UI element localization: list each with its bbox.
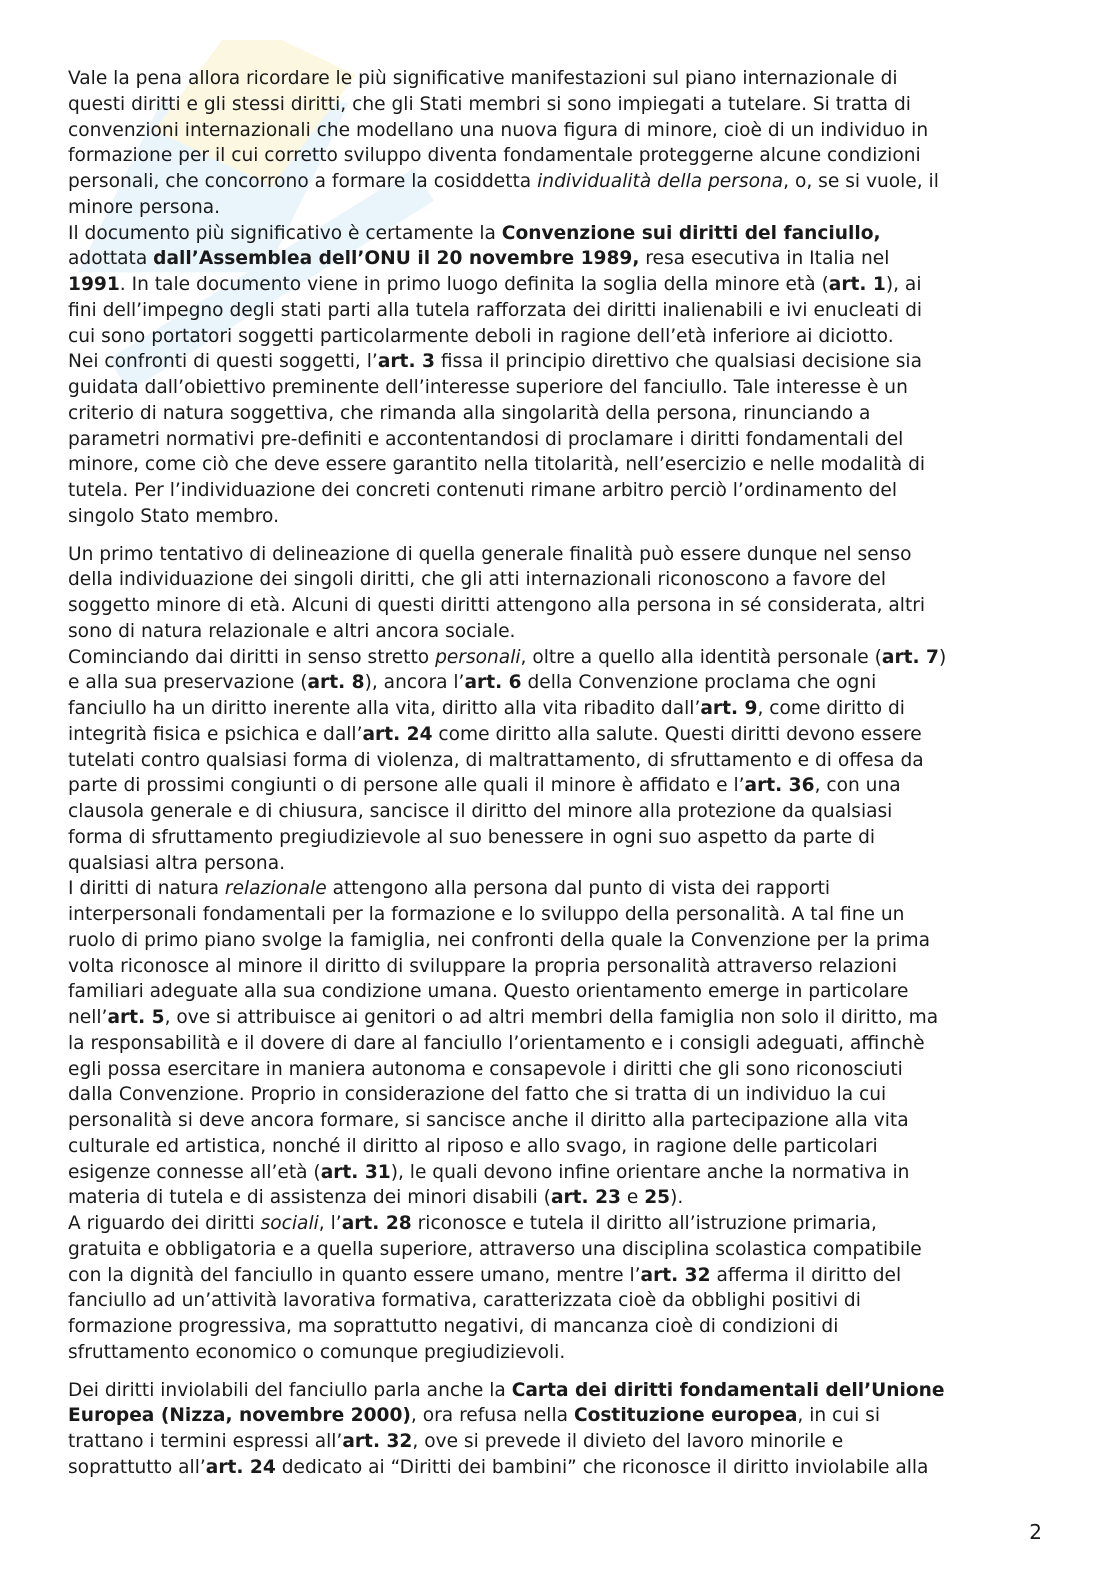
text-line: [68, 567, 1052, 593]
text-line: [68, 221, 1052, 247]
text-run: clausola generale e di chiusura, sancisce il diritto del minore alla protezione da qualsiasi: [68, 801, 893, 822]
bold-text: art. 24: [362, 723, 433, 745]
text-line: [68, 1263, 1052, 1289]
text-line: [68, 1340, 1052, 1366]
text-run: ), ancora l’: [364, 672, 465, 694]
text-run: ), ai: [885, 274, 922, 295]
text-line: [68, 670, 1052, 696]
text-line: [68, 478, 1052, 504]
text-line: [68, 979, 1052, 1005]
text-run: Il documento più significativo è certamente la: [68, 222, 502, 244]
bold-text: art. 5: [107, 1007, 165, 1028]
text-line: [68, 1082, 1052, 1108]
text-line: [68, 1429, 1052, 1455]
text-run: nell’: [68, 1007, 108, 1028]
text-run: esigenze connesse all’età (: [68, 1161, 321, 1183]
text-run: e: [620, 1187, 645, 1209]
text-run: afferma il diritto del: [710, 1264, 902, 1286]
text-run: guidata dall’obiettivo preminente dell’interesse superiore del fanciullo. Tale interesse è un: [68, 377, 908, 398]
text-line: [68, 118, 1052, 144]
text-run: come diritto alla salute. Questi diritti devono essere: [432, 723, 922, 745]
text-run: familiari adeguate alla sua condizione umana. Questo orientamento emerge in particolare: [68, 981, 909, 1003]
text-run: adottata: [68, 248, 154, 270]
bold-text: art. 8: [307, 672, 365, 694]
bold-text: art. 6: [464, 672, 522, 694]
text-line: [68, 696, 1052, 722]
text-run: riconosce e tutela il diritto all’istruzione primaria,: [411, 1213, 877, 1234]
text-line: [68, 825, 1052, 851]
text-run: la responsabilità e il dovere di dare al fanciullo l’orientamento e i consigli adeguati, affinchè: [68, 1032, 925, 1054]
page-number: 2: [1029, 1520, 1042, 1544]
text-run: fanciullo ad un’attività lavorativa formativa, caratterizzata cioè da obblighi positivi di: [68, 1290, 861, 1312]
text-run: Cominciando dai diritti in senso stretto: [68, 646, 436, 668]
text-run: qualsiasi altra persona.: [68, 852, 285, 874]
text-run: tutela. Per l’individuazione dei concreti contenuti rimane arbitro perciò l’ordinamento del: [68, 480, 897, 501]
text-run: attengono alla persona dal punto di vista dei rapporti: [326, 878, 831, 900]
text-run: I diritti di natura: [68, 878, 225, 900]
bold-text: art. 24: [205, 1456, 276, 1478]
text-line: [68, 1134, 1052, 1160]
text-line: [68, 349, 1052, 375]
bold-text: art. 9: [700, 698, 758, 719]
text-line: [68, 143, 1052, 169]
text-run: della Convenzione proclama che ogni: [521, 672, 877, 694]
bold-text: 1991: [68, 274, 120, 295]
text-run: fanciullo ha un diritto inerente alla vita, diritto alla vita ribadito dall’: [68, 698, 701, 719]
text-run: , con una: [814, 775, 901, 797]
text-run: forma di sfruttamento pregiudizievole al suo benessere in ogni suo aspetto da parte di: [68, 826, 876, 848]
italic-text: individualità della persona: [537, 171, 784, 192]
italic-text: relazionale: [224, 878, 327, 900]
text-line: [68, 401, 1052, 427]
text-run: integrità fisica e psichica e dall’: [68, 723, 363, 745]
text-line: [68, 722, 1052, 748]
text-run: , oltre a quello alla identità personale (: [520, 646, 882, 668]
text-line: [68, 1211, 1052, 1237]
text-run: cui sono portatori soggetti particolarmente deboli in ragione dell’età inferiore ai diciotto.: [68, 325, 894, 347]
bold-text: art. 36: [744, 775, 815, 797]
text-run: soprattutto all’: [68, 1456, 206, 1478]
text-run: , in cui si: [797, 1405, 880, 1427]
text-run: trattano i termini espressi all’: [68, 1431, 343, 1452]
text-run: fissa il principio direttivo che qualsiasi decisione sia: [434, 351, 922, 373]
bold-text: art. 1: [828, 274, 886, 295]
text-line: [68, 298, 1052, 324]
text-line: [68, 1005, 1052, 1031]
text-run: ), le quali devono infine orientare anche la normativa in: [390, 1161, 910, 1183]
bold-text: art. 28: [341, 1213, 412, 1234]
text-line: [68, 1378, 1052, 1404]
text-run: . In tale documento viene in primo luogo definita la soglia della minore età (: [119, 274, 829, 295]
bold-text: art. 23: [550, 1187, 621, 1209]
text-run: volta riconosce al minore il diritto di sviluppare la propria personalità attraverso relazioni: [68, 955, 898, 977]
text-line: [68, 1403, 1052, 1429]
text-run: tutelati contro qualsiasi forma di violenza, di maltrattamento, di sfruttamento e di offesa da: [68, 749, 924, 771]
text-run: Nei confronti di questi soggetti, l’: [68, 351, 378, 373]
text-run: formazione progressiva, ma soprattutto negativi, di mancanza cioè di condizioni di: [68, 1316, 839, 1337]
text-run: parametri normativi pre-definiti e accontentandosi di proclamare i diritti fondamentali del: [68, 428, 904, 450]
text-run: , ora refusa nella: [410, 1405, 574, 1427]
text-run: materia di tutela e di assistenza dei minori disabili (: [68, 1187, 551, 1209]
italic-text: sociali: [260, 1213, 319, 1234]
text-line: [68, 375, 1052, 401]
document-body: [68, 66, 1052, 1481]
text-line: [68, 645, 1052, 671]
text-run: , l’: [318, 1213, 342, 1234]
text-run: , come diritto di: [757, 698, 905, 719]
text-line: [68, 1314, 1052, 1340]
text-run: ): [939, 646, 947, 668]
text-line: [68, 902, 1052, 928]
text-line: [68, 92, 1052, 118]
bold-text: art. 3: [377, 351, 435, 373]
text-run: con la dignità del fanciullo in quanto essere umano, mentre l’: [68, 1264, 641, 1286]
bold-text: art. 7: [881, 646, 939, 668]
text-run: soggetto minore di età. Alcuni di questi diritti attengono alla persona in sé considerata, altri: [68, 595, 926, 616]
text-line: [68, 195, 1052, 221]
text-line: [68, 773, 1052, 799]
text-run: sfruttamento economico o comunque pregiudizievoli.: [68, 1341, 566, 1363]
italic-text: personali: [435, 646, 521, 668]
text-run: culturale ed artistica, nonché il diritto al riposo e allo svago, in ragione delle particolari: [68, 1135, 878, 1157]
text-run: resa esecutiva in Italia nel: [639, 248, 890, 270]
text-line: [68, 66, 1052, 92]
text-run: parte di prossimi congiunti o di persone alle quali il minore è affidato e l’: [68, 775, 745, 797]
text-run: e alla sua preservazione (: [68, 672, 308, 694]
text-line: [68, 272, 1052, 298]
text-line: [68, 876, 1052, 902]
text-run: Un primo tentativo di delineazione di quella generale finalità può essere dunque nel senso: [68, 543, 912, 565]
text-line: [68, 799, 1052, 825]
text-run: interpersonali fondamentali per la formazione e lo sviluppo della personalità. A tal fine un: [68, 904, 905, 925]
text-line: [68, 1031, 1052, 1057]
text-line: [68, 1057, 1052, 1083]
text-line: [68, 246, 1052, 272]
text-run: , ove si attribuisce ai genitori o ad altri membri della famiglia non solo il diritto, ma: [164, 1007, 939, 1028]
text-line: [68, 504, 1052, 530]
text-run: questi diritti e gli stessi diritti, che gli Stati membri si sono impiegati a tutelare. Si tratta di: [68, 93, 911, 115]
bold-text: Convenzione sui diritti del fanciullo,: [501, 222, 881, 244]
text-line: [68, 427, 1052, 453]
text-line: [68, 928, 1052, 954]
text-line: [68, 1185, 1052, 1211]
text-line: [68, 851, 1052, 877]
bold-text: Europea (Nizza, novembre 2000): [68, 1405, 411, 1427]
text-run: criterio di natura soggettiva, che rimanda alla singolarità della persona, rinunciando a: [68, 402, 871, 424]
text-run: ).: [670, 1187, 684, 1209]
text-line: [68, 452, 1052, 478]
text-line: [68, 954, 1052, 980]
bold-text: art. 32: [640, 1264, 711, 1286]
text-line: [68, 169, 1052, 195]
text-line: [68, 593, 1052, 619]
text-line: [68, 1288, 1052, 1314]
text-run: sono di natura relazionale e altri ancora sociale.: [68, 620, 516, 642]
text-line: [68, 1160, 1052, 1186]
text-run: minore, come ciò che deve essere garantito nella titolarità, nell’esercizio e nelle modalità di: [68, 454, 926, 476]
text-run: ruolo di primo piano svolge la famiglia, nei confronti della quale la Convenzione per la prima: [68, 929, 931, 951]
text-run: egli possa esercitare in maniera autonoma e consapevole i diritti che gli sono riconosciuti: [68, 1058, 903, 1080]
bold-text: art. 32: [342, 1431, 413, 1452]
bold-text: Carta dei diritti fondamentali dell’Unione: [511, 1379, 945, 1401]
bold-text: dall’Assemblea dell’ONU il 20 novembre 1989,: [153, 248, 640, 270]
bold-text: 25: [644, 1187, 671, 1209]
text-run: convenzioni internazionali che modellano una nuova figura di minore, cioè di un individuo in: [68, 119, 929, 141]
text-run: dedicato ai “Diritti dei bambini” che riconosce il diritto inviolabile alla: [275, 1456, 929, 1478]
text-run: , o, se si vuole, il: [783, 171, 939, 192]
text-line: [68, 619, 1052, 645]
text-run: gratuita e obbligatoria e a quella superiore, attraverso una disciplina scolastica compatibile: [68, 1238, 922, 1260]
text-run: della individuazione dei singoli diritti, che gli atti internazionali riconoscono a favore del: [68, 569, 887, 591]
text-run: Dei diritti inviolabili del fanciullo parla anche la: [68, 1379, 512, 1401]
bold-text: art. 31: [320, 1161, 391, 1183]
text-run: minore persona.: [68, 196, 221, 218]
text-run: dalla Convenzione. Proprio in considerazione del fatto che si tratta di un individuo la cui: [68, 1084, 887, 1106]
text-line: [68, 1455, 1052, 1481]
text-line: [68, 1237, 1052, 1263]
text-line: [68, 542, 1052, 568]
text-line: [68, 324, 1052, 350]
text-run: personalità si deve ancora formare, si sancisce anche il diritto alla partecipazione alla vita: [68, 1110, 909, 1131]
text-line: [68, 748, 1052, 774]
text-run: fini dell’impegno degli stati parti alla tutela rafforzata dei diritti inalienabili e ivi enucleati di: [68, 299, 923, 321]
text-run: singolo Stato membro.: [68, 505, 279, 527]
text-run: formazione per il cui corretto sviluppo diventa fondamentale proteggerne alcune condizioni: [68, 145, 921, 167]
text-run: A riguardo dei diritti: [68, 1213, 261, 1234]
text-run: , ove si prevede il divieto del lavoro minorile e: [412, 1431, 844, 1452]
text-line: [68, 1108, 1052, 1134]
text-run: personali, che concorrono a formare la cosiddetta: [68, 171, 538, 192]
bold-text: Costituzione europea: [573, 1405, 798, 1427]
text-run: Vale la pena allora ricordare le più significative manifestazioni sul piano internazionale di: [68, 68, 898, 89]
